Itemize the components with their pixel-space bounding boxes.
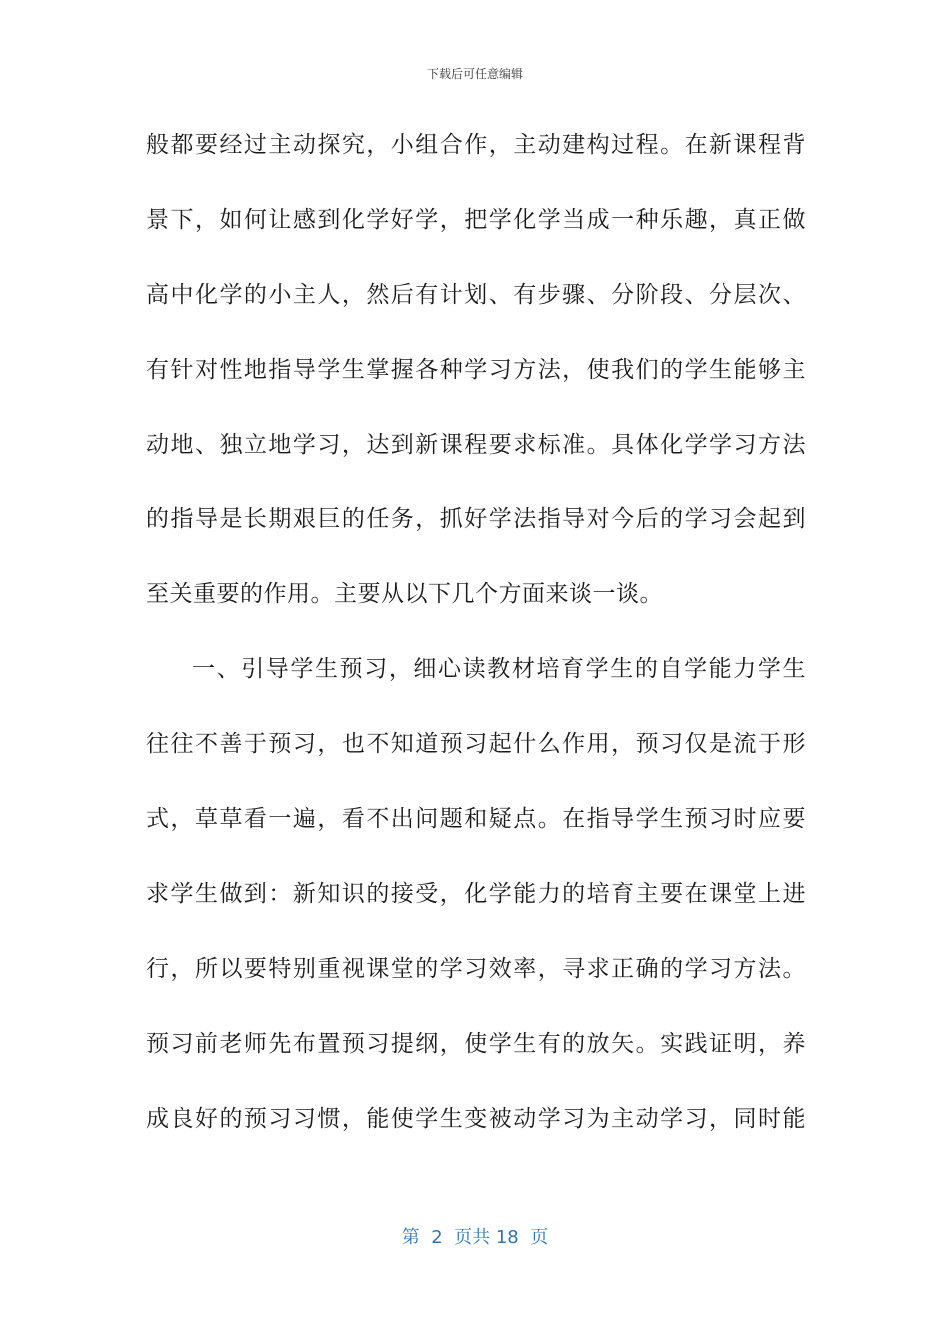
page-header: 下载后可任意编辑 [426, 67, 523, 81]
page-number: 第 2 页共 18 页 [401, 1227, 549, 1248]
paragraph-line: 往往不善于预习，也不知道预习起什么作用，预习仅是流于形 [146, 731, 806, 758]
paragraph-line: 求学生做到：新知识的接受，化学能力的培育主要在课堂上进 [146, 880, 806, 907]
paragraph-line: 般都要经过主动探究，小组合作，主动建构过程。在新课程背 [146, 132, 806, 158]
document-body [146, 122, 806, 1170]
paragraph-line: 动地、独立地学习，达到新课程要求标准。具体化学学习方法 [146, 431, 806, 458]
paragraph-line: 预习前老师先布置预习提纲，使学生有的放矢。实践证明，养 [146, 1030, 806, 1057]
paragraph-line: 有针对性地指导学生掌握各种学习方法，使我们的学生能够主 [146, 356, 806, 383]
paragraph-line: 式，草草看一遍，看不出问题和疑点。在指导学生预习时应要 [146, 806, 806, 833]
paragraph-line: 的指导是长期艰巨的任务，抓好学法指导对今后的学习会起到 [146, 506, 806, 533]
paragraph-line: 高中化学的小主人，然后有计划、有步骤、分阶段、分层次、 [146, 281, 806, 308]
paragraph-line: 成良好的预习习惯，能使学生变被动学习为主动学习，同时能 [146, 1105, 806, 1132]
paragraph-line: 景下，如何让感到化学好学，把学化学当成一种乐趣，真正做 [146, 206, 806, 233]
paragraph-line: 至关重要的作用。主要从以下几个方面来谈一谈。 [146, 581, 663, 608]
paragraph-line: 行，所以要特别重视课堂的学习效率，寻求正确的学习方法。 [146, 955, 806, 982]
section-heading-line: 一、引导学生预习，细心读教材培育学生的自学能力学生 [192, 656, 806, 683]
